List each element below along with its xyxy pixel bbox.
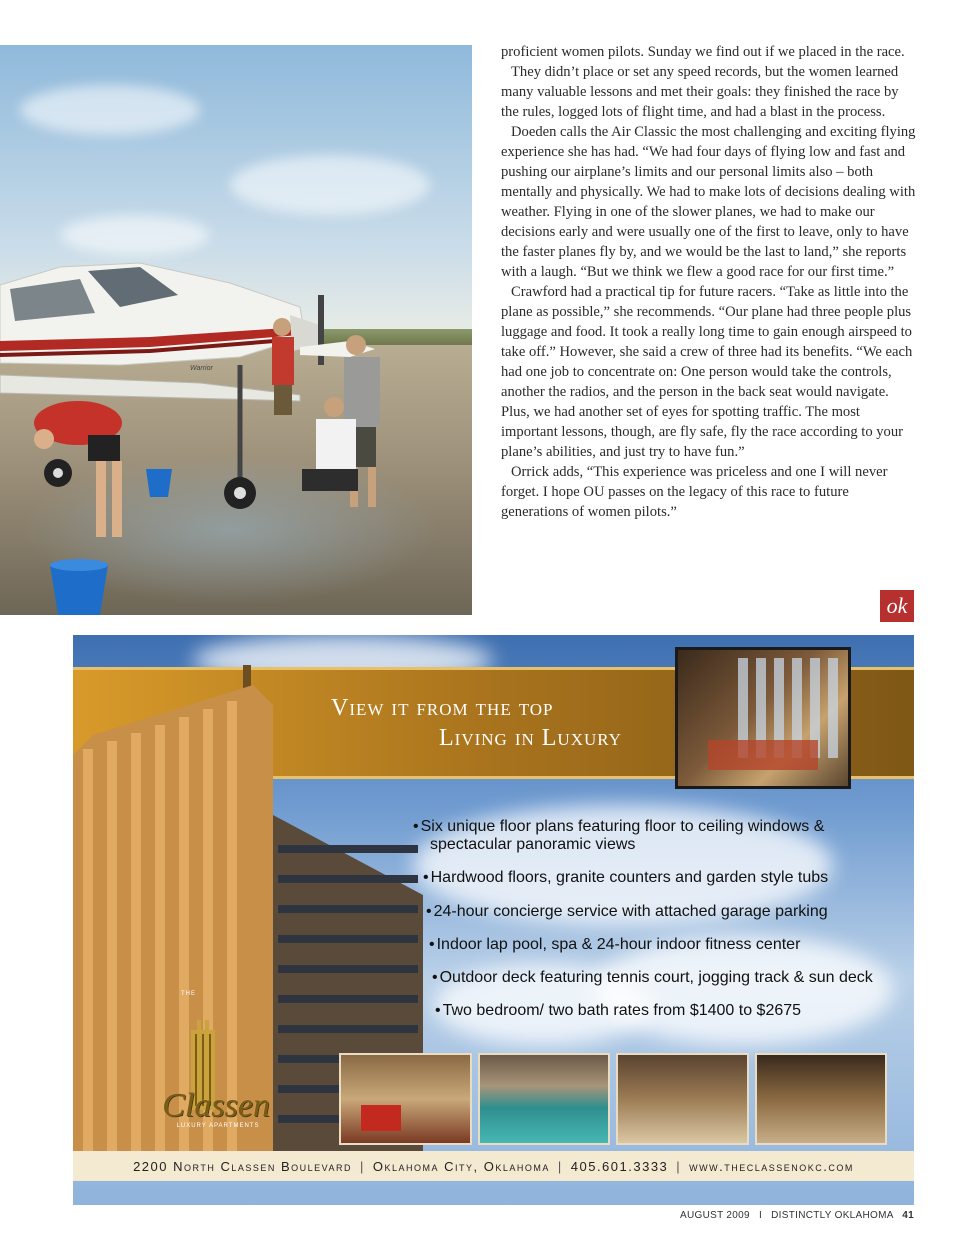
article-paragraph: Orrick adds, “This experience was priceless and one I will never forget. I hope OU passes on the legacy of this race to future generations of women pilots.” [501,464,888,520]
furniture [708,740,818,770]
website: www.theclassenokc.com [689,1158,854,1174]
plane-label: Warrior [190,365,213,372]
feature-item-continued [430,836,635,854]
feature-text: Two bedroom/ two bath rates from $1400 to $2675 [442,1002,802,1019]
feature-text: spectacular panoramic views [430,836,636,853]
feature-item [429,936,800,954]
red-chair [361,1105,401,1131]
lobby-thumbnail [755,1053,888,1145]
street-address: 2200 North Classen Boulevard [133,1158,352,1174]
airplane-illustration [0,45,472,615]
classen-logo-building-icon [173,1020,233,1150]
feature-text: Hardwood floors, granite counters and garden style tubs [430,869,829,886]
feature-item [426,903,828,921]
interior-photo [675,647,851,789]
photo-strip [339,1053,887,1145]
separator: | [557,1158,563,1174]
separator: | [359,1158,365,1174]
article-paragraph: Crawford had a practical tip for future racers. “Take as little into the plane as possible,” she recommends. “Our plane had three people plus luggage and food. It took a really long time to gain enough airspeed to take off.” However, she said a crew of three had its benefits. “We each had one job to concentrate on: One person would take the controls, another the radios, and the person in the back seat would navigate. Plus, we had another set of eyes for spotting traffic. The most important lessons, though, are fly safe, fly the race according to your plane’s abilities, and just try to have fun.” [501,284,913,460]
magazine-name: DISTINCTLY OKLAHOMA [771,1210,894,1221]
article-paragraph: proficient women pilots. Sunday we find out if we placed in the race. [501,44,905,60]
page-number: 41 [902,1210,914,1221]
feature-item [423,869,828,887]
end-mark-text: ok [886,593,908,618]
ad-headline [331,693,691,753]
separator: | [676,1158,682,1174]
feature-text: 24-hour concierge service with attached garage parking [433,903,828,920]
end-mark-logo [880,590,914,622]
page-footer [680,1210,914,1221]
feature-item [432,969,873,987]
address-bar [73,1151,914,1181]
city: Oklahoma City, Oklahoma [372,1158,550,1174]
bedroom-thumbnail [616,1053,749,1145]
article-paragraph: They didn’t place or set any speed records, but the women learned many valuable lessons and met their goals: they finished the race by the rules, logged lots of flight time, and had a blast in the process. [501,64,899,120]
feature-text: Indoor lap pool, spa & 24-hour indoor fitness center [436,936,801,953]
logo-name: Classen [162,1087,270,1124]
article-paragraph: Doeden calls the Air Classic the most challenging and exciting flying experience she has had. “We had four days of flying low and fast and pushing our airplane’s limits and our personal limits also – both mentally and physically. We had to make lots of decisions dealing with weather. Flying in one of the slower planes, we had to make our decisions early and were usually one of the first to leave, only to have the faster planes fly by, and we would be the last to land,” she reports with a laugh. “But we think we flew a good race for our first time.” [501,124,916,280]
logo-subtitle: LUXURY APARTMENTS [176,1123,260,1129]
issue-date: AUGUST 2009 [680,1210,750,1221]
feature-item [435,1002,801,1020]
feature-item [413,818,824,836]
footer-separator: I [758,1210,763,1221]
phone-number: 405.601.3333 [570,1158,669,1174]
window-pane [828,658,838,758]
feature-text: Six unique floor plans featuring floor to ceiling windows & [420,818,825,835]
ad-headline-line1: View it from the top [331,695,554,721]
article-column [501,42,917,522]
living-room-thumbnail [339,1053,472,1145]
logo-the: THE [181,991,196,997]
classen-advertisement [73,635,914,1205]
pool-thumbnail [478,1053,611,1145]
feature-text: Outdoor deck featuring tennis court, jogging track & sun deck [439,969,873,986]
airplane-wash-photo [0,45,472,615]
ad-headline-line2: Living in Luxury [439,725,622,751]
